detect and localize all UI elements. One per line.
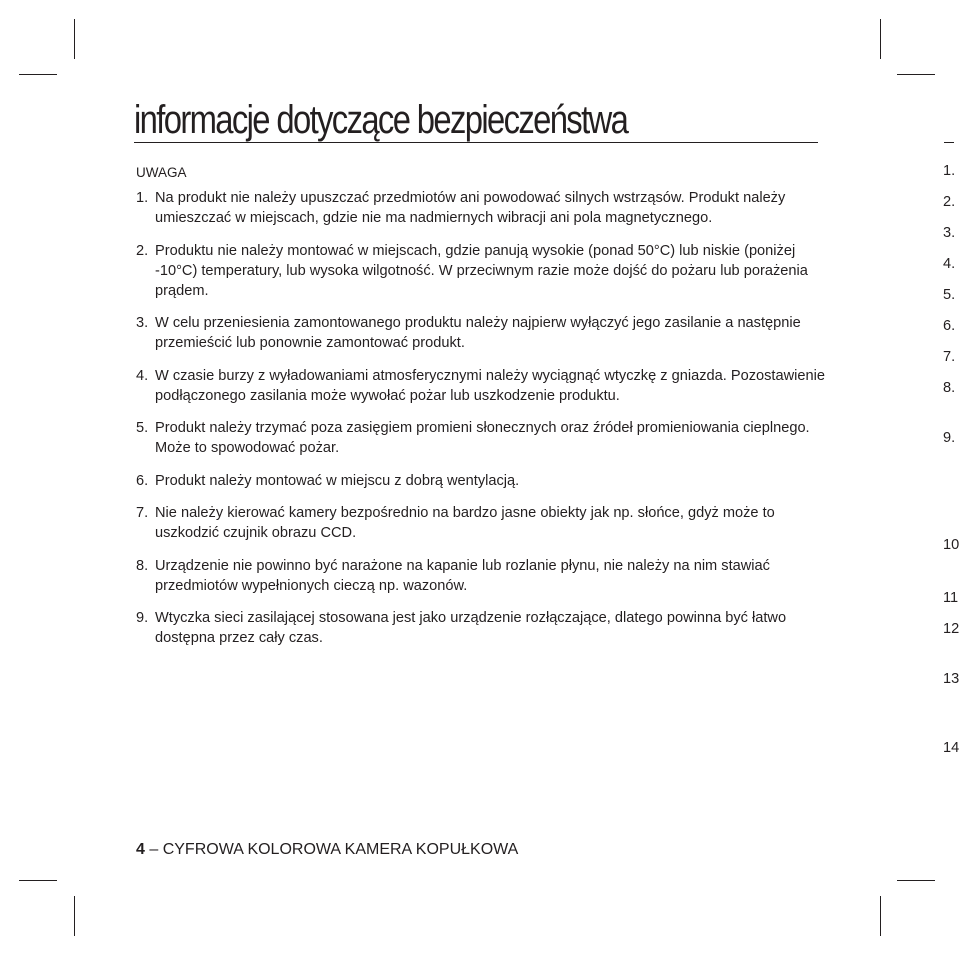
item-number: 7. [136,505,149,521]
next-page-number: 5. [943,287,956,303]
next-page-number: 2. [943,194,956,210]
safety-list [136,188,826,661]
section-label: UWAGA [136,165,187,180]
item-text: W celu przeniesienia zamontowanego produktu należy najpierw wyłączyć jego zasilanie a następnie przemieścić lub ponownie zamontować produkt. [155,315,801,351]
list-item [136,313,826,353]
next-page-number: 13 [943,671,959,687]
item-text: Produkt należy trzymać poza zasięgiem promieni słonecznych oraz źródeł promieniowania cieplnego. Może to spowodować pożar. [155,420,810,456]
list-item [136,503,826,543]
list-item [136,418,826,458]
title-underline [134,142,818,143]
next-page-number: 7. [943,349,956,365]
item-number: 2. [136,242,149,259]
crop-mark [74,896,75,936]
item-number: 4. [136,367,149,384]
crop-mark [880,896,881,936]
list-item [136,556,826,596]
next-page-number: 4. [943,256,956,272]
page-number: 4 [136,841,145,858]
item-number: 8. [136,557,149,574]
list-item [136,241,826,301]
next-page-number: 14 [943,740,959,756]
crop-mark [897,74,935,75]
item-number: 6. [136,472,149,489]
crop-mark [897,880,935,881]
crop-mark [19,74,57,75]
footer-text: – CYFROWA KOLOROWA KAMERA KOPUŁKOWA [144,841,519,858]
crop-mark [19,880,57,881]
item-number: 3. [136,315,149,331]
list-item [136,188,826,228]
item-number: 9. [136,610,149,626]
page-footer [136,841,518,859]
next-page-number: 8. [943,380,956,396]
next-page-number: 1. [943,163,956,179]
item-text: Urządzenie nie powinno być narażone na kapanie lub rozlanie płynu, nie należy na nim stawiać przedmiotów wypełnionych cieczą np. wazonów. [155,557,770,594]
list-item [136,366,826,406]
item-number: 1. [136,190,149,206]
item-text: Produktu nie należy montować w miejscach, gdzie panują wysokie (ponad 50°C) lub niskie (poniżej -10°C) temperatury, lub wysoka wilgotność. W przeciwnym razie może dojść do pożaru lub porażenia prądem. [155,242,808,299]
page-title: informacje dotyczące bezpieczeństwa [134,98,628,142]
crop-mark [880,19,881,59]
next-page-number: 9. [943,430,956,446]
item-text: Na produkt nie należy upuszczać przedmiotów ani powodować silnych wstrząsów. Produkt należy umieszczać w miejscach, gdzie nie ma nadmiernych wibracji ani pola magnetycznego. [155,190,786,226]
next-page-number: 12 [943,621,959,637]
item-text: Nie należy kierować kamery bezpośrednio na bardzo jasne obiekty jak np. słońce, gdyż może to uszkodzić czujnik obrazu CCD. [155,505,775,541]
item-text: Produkt należy montować w miejscu z dobrą wentylacją. [155,472,520,489]
next-page-number: 3. [943,225,956,241]
next-page-number: 6. [943,318,956,334]
crop-mark [74,19,75,59]
list-item [136,471,826,491]
next-page-number: 10 [943,537,959,553]
next-page-column [943,0,959,954]
next-page-number: 11 [943,590,959,606]
item-text: Wtyczka sieci zasilającej stosowana jest jako urządzenie rozłączające, dlatego powinna być łatwo dostępna przez cały czas. [155,610,787,646]
item-text: W czasie burzy z wyładowaniami atmosferycznymi należy wyciągnąć wtyczkę z gniazda. Pozostawienie podłączonego zasilania może wywołać pożar lub uszkodzenie produktu. [155,367,825,404]
list-item [136,608,826,648]
item-number: 5. [136,420,149,436]
